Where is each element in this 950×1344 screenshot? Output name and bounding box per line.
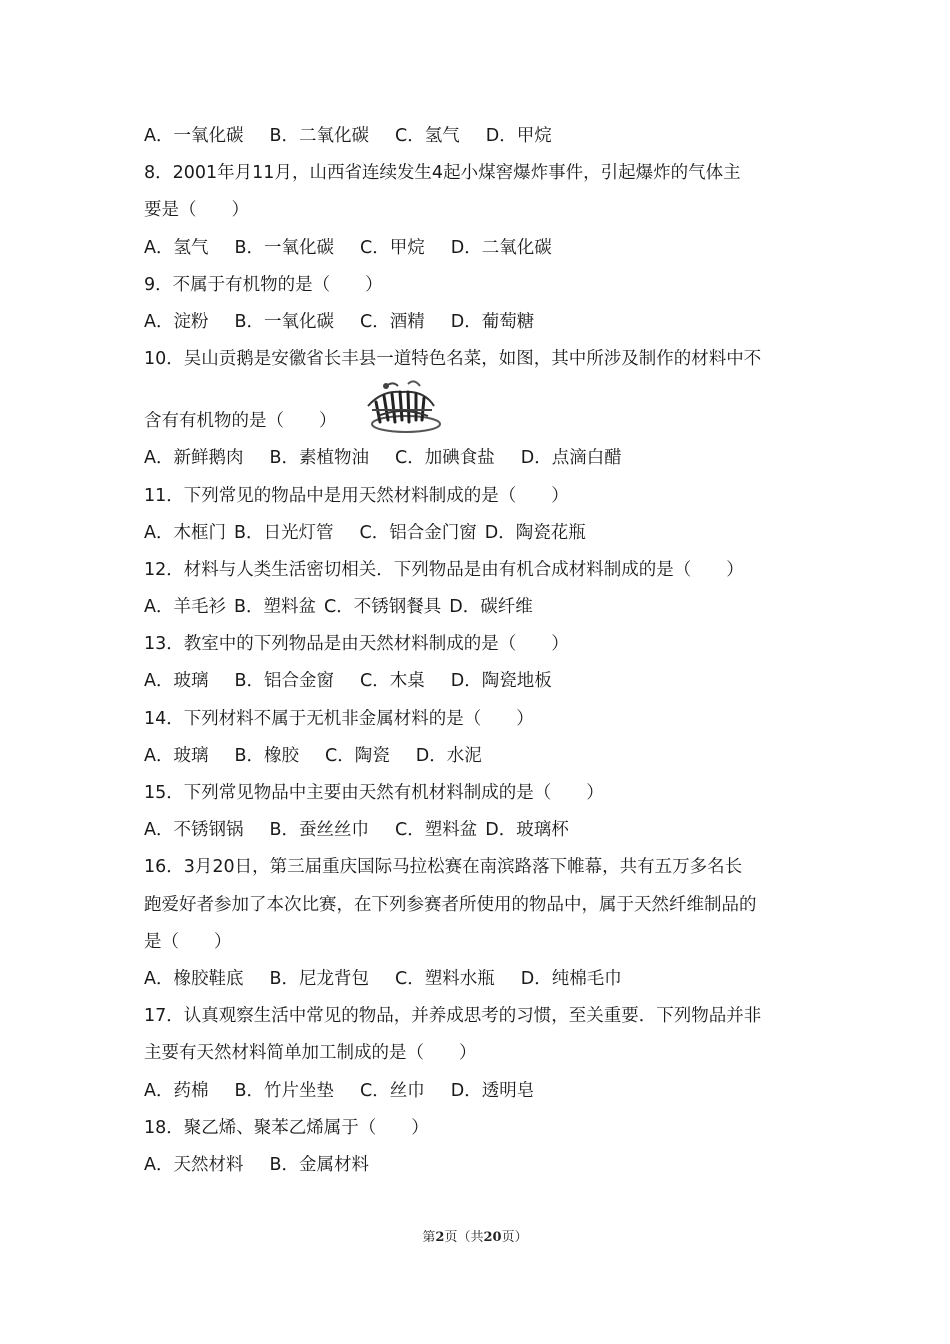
options-q13 — [144, 663, 814, 700]
question-10-line-1: 10．吴山贡鹅是安徽省长丰县一道特色名菜，如图，其中所涉及制作的材料中不 — [144, 349, 762, 370]
option-a: A．橡胶鞋底 — [144, 968, 244, 989]
option-c: C．甲烷 — [360, 237, 425, 258]
option-b: B．一氧化碳 — [234, 237, 334, 258]
option-b: B．尼龙背包 — [269, 968, 369, 989]
option-a: A．氢气 — [144, 237, 209, 258]
option-c: C．塑料水瓶 — [395, 968, 495, 989]
option-c: C．酒精 — [360, 311, 425, 332]
option-a: A．不锈钢锅 — [144, 820, 244, 841]
option-d: D．玻璃杯 — [485, 820, 569, 841]
option-c: C．加碘食盐 — [395, 448, 495, 469]
question-13: 13．教室中的下列物品是由天然材料制成的是（ ） — [144, 634, 569, 655]
option-d: D．陶瓷花瓶 — [484, 522, 586, 543]
option-c: C．木桌 — [360, 671, 425, 692]
option-a: A．羊毛衫 — [144, 597, 226, 618]
option-b: B．铝合金窗 — [234, 671, 334, 692]
option-b: B．金属材料 — [269, 1154, 369, 1175]
option-a: A．一氧化碳 — [144, 126, 244, 146]
options-q16 — [144, 961, 814, 998]
option-b: B．素植物油 — [269, 448, 369, 469]
question-12: 12．材料与人类生活密切相关．下列物品是由有机合成材料制成的是（ ） — [144, 559, 744, 580]
total-page-count: 20 — [483, 1230, 502, 1245]
options-q14 — [144, 738, 814, 775]
question-8-line-1: 8．2001年月11月，山西省连续发生4起小煤窖爆炸事件，引起爆炸的气体主 — [144, 163, 741, 184]
option-b: B．日光灯管 — [233, 522, 334, 543]
option-b: B．一氧化碳 — [234, 311, 334, 332]
question-17-line-2: 主要有天然材料简单加工制成的是（ ） — [144, 1043, 477, 1064]
option-a: A．玻璃 — [144, 745, 209, 766]
question-16-line-2: 跑爱好者参加了本次比赛，在下列参赛者所使用的物品中，属于天然纤维制品的 — [144, 894, 757, 915]
footer-prefix: 第 — [422, 1230, 436, 1245]
option-a: A．天然材料 — [144, 1154, 244, 1175]
option-a: A．玻璃 — [144, 671, 209, 692]
option-c: C．陶瓷 — [325, 745, 390, 766]
option-a: A．新鲜鹅肉 — [144, 448, 244, 469]
option-b: B．蚕丝丝巾 — [269, 820, 369, 841]
option-b: B．竹片坐垫 — [234, 1080, 334, 1101]
current-page-number: 2 — [435, 1230, 445, 1245]
question-16-line-1: 16．3月20日，第三届重庆国际马拉松赛在南滨路落下帷幕，共有五万多名长 — [144, 857, 743, 878]
options-q9 — [144, 304, 814, 341]
question-10-line-2 — [144, 378, 814, 440]
options-q7 — [144, 118, 814, 155]
option-d: D．透明皂 — [450, 1080, 535, 1101]
option-a: A．木框门 — [144, 522, 226, 543]
option-a: A．淀粉 — [144, 311, 209, 332]
question-16-line-3: 是（ ） — [144, 931, 232, 952]
question-9: 9．不属于有机物的是（ ） — [144, 274, 383, 295]
option-d: D．碳纤维 — [449, 597, 533, 618]
question-15: 15．下列常见物品中主要由天然有机材料制成的是（ ） — [144, 783, 604, 803]
question-18: 18．聚乙烯、聚苯乙烯属于（ ） — [144, 1117, 429, 1138]
option-b: B．塑料盆 — [233, 597, 316, 618]
option-d: D．纯棉毛巾 — [520, 968, 622, 989]
options-q18 — [144, 1147, 814, 1184]
options-q10 — [144, 440, 814, 477]
options-q8 — [144, 230, 814, 267]
footer-suffix: 页） — [501, 1230, 528, 1245]
option-d: D．葡萄糖 — [450, 311, 535, 332]
option-c: C．不锈钢餐具 — [324, 597, 442, 618]
option-d: D．点滴白醋 — [520, 448, 622, 469]
options-q17 — [144, 1073, 814, 1110]
question-list — [144, 118, 814, 1184]
option-b: B．橡胶 — [234, 745, 299, 766]
option-c: C．丝巾 — [360, 1080, 425, 1101]
footer-middle: 页（共 — [444, 1230, 484, 1245]
option-d: D．甲烷 — [485, 126, 552, 146]
option-c: C．塑料盆 — [395, 820, 478, 841]
question-8-line-2: 要是（ ） — [144, 200, 249, 221]
option-c: C．氢气 — [395, 126, 460, 146]
options-q11 — [144, 515, 814, 552]
option-d: D．二氧化碳 — [450, 237, 552, 258]
question-10-text: 含有有机物的是（ ） — [144, 411, 337, 432]
options-q15 — [144, 812, 814, 849]
page-footer — [0, 1226, 950, 1245]
option-b: B．二氧化碳 — [269, 126, 369, 146]
option-d: D．水泥 — [415, 745, 482, 766]
roast-goose-image — [362, 376, 442, 438]
option-a: A．药棉 — [144, 1080, 209, 1101]
question-11: 11．下列常见的物品中是用天然材料制成的是（ ） — [144, 485, 569, 506]
option-c: C．铝合金门窗 — [359, 522, 477, 543]
question-17-line-1: 17．认真观察生活中常见的物品，并养成思考的习惯，至关重要．下列物品并非 — [144, 1006, 762, 1027]
question-14: 14．下列材料不属于无机非金属材料的是（ ） — [144, 708, 534, 729]
option-d: D．陶瓷地板 — [450, 671, 552, 692]
options-q12 — [144, 589, 814, 626]
